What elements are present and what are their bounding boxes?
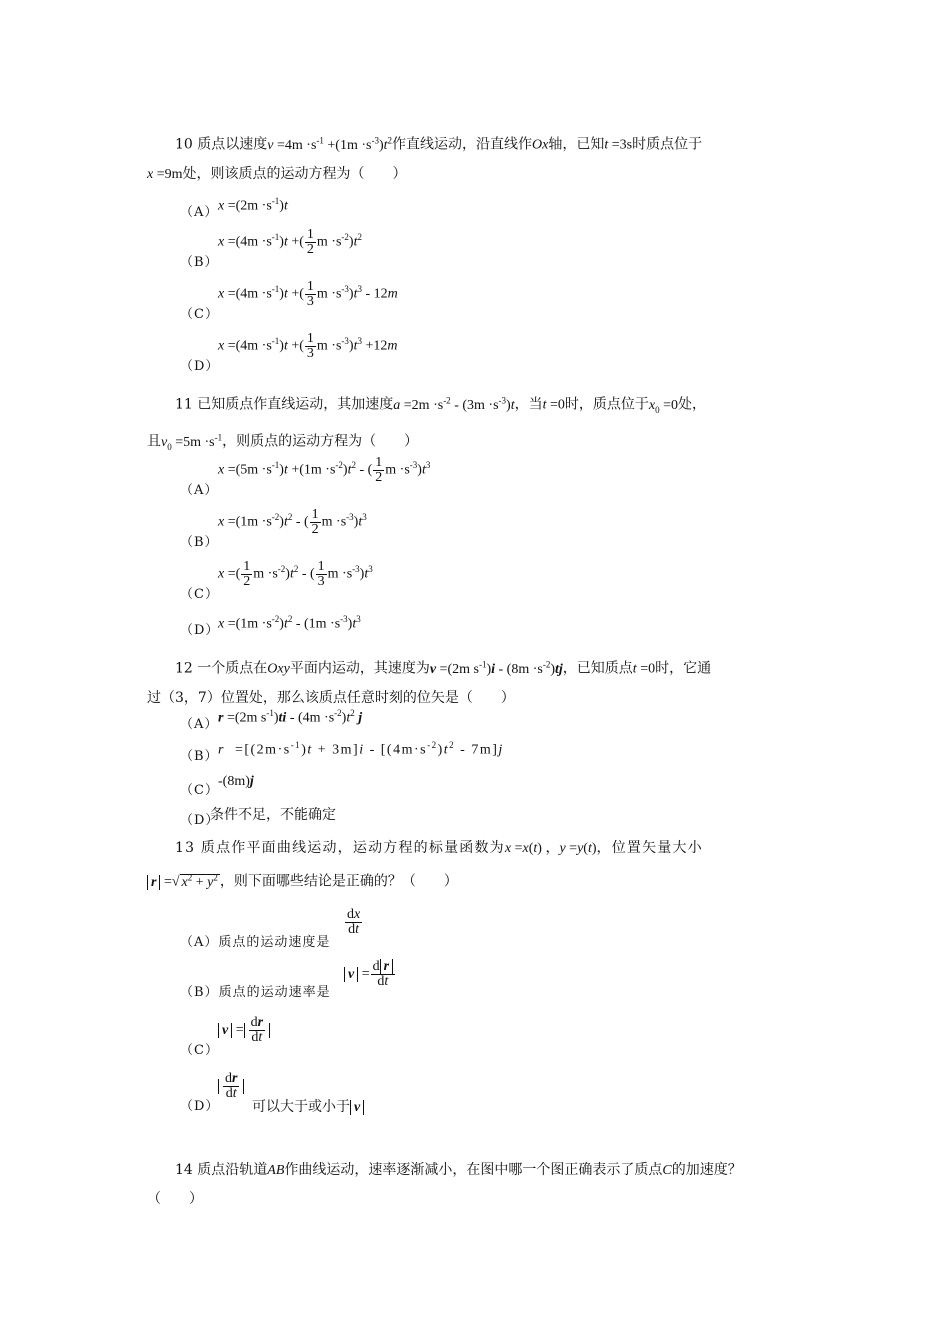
option-equation: $x =(4m \cdot s^{-1})t$ +( $\frac{1}{2}$ $m \cdot s^{-2})t^2$: [218, 227, 362, 257]
position-condition: $x_0 =0$: [648, 397, 678, 415]
question-text: ，位置矢量大小: [596, 840, 703, 856]
position-condition: x =9m: [147, 166, 183, 182]
option-11d[interactable]: [180, 614, 800, 638]
question-12: [147, 650, 807, 712]
option-11b[interactable]: [180, 508, 800, 552]
axis-label: Ox: [532, 137, 549, 153]
question-text: 过（3，7）位置处，那么该质点任意时刻的位矢是（ ）: [147, 689, 515, 706]
option-label: [180, 981, 331, 1000]
question-number: 10: [175, 136, 193, 153]
question-text: 轴，已知: [548, 136, 605, 153]
option-equation: v = $\frac{\text{d r}}{dt}$: [344, 960, 396, 989]
option-letter: （B）: [180, 985, 219, 1000]
question-text: ，当: [514, 396, 543, 413]
question-text: 一个质点在: [197, 660, 268, 677]
option-12d[interactable]: [180, 804, 800, 828]
option-label: （D）: [180, 1099, 220, 1114]
option-label: （B）: [180, 535, 219, 550]
question-text: 处，则该质点的运动方程为（ ）: [182, 165, 407, 182]
velocity-condition: $v_0 =5m \cdot s^{-1}$: [161, 432, 223, 452]
question-text: 处，: [678, 396, 706, 413]
option-12a[interactable]: [180, 708, 800, 732]
option-label: （C）: [180, 1043, 219, 1058]
question-number: 12: [175, 660, 193, 677]
question-text: （ ）: [147, 1191, 203, 1207]
question-11: [147, 386, 807, 461]
option-equation: $x =(2m \cdot s^{-1})t$: [218, 196, 288, 214]
option-10c[interactable]: [180, 280, 800, 324]
question-text: 质点作平面曲线运动，运动方程的标量函数为: [200, 840, 505, 856]
option-label: （D）: [180, 623, 220, 638]
question-text: 平面内运动，其速度为: [289, 660, 430, 677]
option-10b[interactable]: [180, 228, 800, 272]
option-label: （A）: [180, 483, 219, 498]
option-13b[interactable]: [180, 958, 800, 1002]
option-equation: x =( $\frac{1}{2}$ $m \cdot s^{-2})t^2$ - ( $\frac{1}{3}$ $m \cdot s^{-3})t^3$: [218, 559, 373, 589]
option-text: 质点的运动速率是: [218, 985, 331, 1000]
question-text: 作直线运动，沿直线作: [392, 136, 533, 153]
question-text: 时，质点位于: [564, 396, 649, 413]
option-13a[interactable]: [180, 908, 800, 952]
question-text: ，已知质点: [562, 660, 633, 677]
option-label: （A）: [180, 717, 219, 732]
question-text: 质点以速度: [197, 136, 268, 153]
option-equation: $\frac{dr}{dt}$: [218, 1072, 244, 1101]
option-equation: $x =(4m \cdot s^{-1})t$ +( $\frac{1}{3}$ $m \cdot s^{-3})t^3 - 12m$: [218, 279, 398, 309]
question-text: 时质点位于: [632, 136, 703, 153]
question-text: 且: [147, 434, 161, 451]
option-equation: $x =(5m \cdot s^{-1})t +(1m \cdot s^{-2})t^2$ - ( $\frac{1}{2}$ $m \cdot s^{-3})t^3$: [218, 455, 431, 485]
option-label: （C）: [180, 587, 219, 602]
option-text: 质点的运动速度是: [218, 935, 331, 950]
question-10: [147, 126, 807, 189]
velocity-equation: $v =4m \cdot s^{-1} +(1m \cdot s^{-3})t^2$: [267, 135, 393, 153]
option-text-part: 可以大于或小于: [252, 1099, 350, 1115]
question-text: 质点沿轨道: [197, 1162, 268, 1178]
scalar-equation: x =x(t) ，y =y(t): [504, 841, 597, 856]
option-equation: $x =(4m \cdot s^{-1})t$ +( $\frac{1}{3}$ $m \cdot s^{-3})t^3 +12m$: [218, 331, 398, 361]
option-10d[interactable]: [180, 332, 800, 376]
option-equation: $\frac{dx}{dt}$: [347, 907, 361, 937]
plane-label: Oxy: [267, 661, 290, 677]
option-label: （B）: [180, 749, 219, 764]
option-label: （C）: [180, 783, 219, 798]
option-text: [252, 1096, 364, 1116]
option-label: （C）: [180, 307, 219, 322]
question-number: 11: [175, 396, 193, 413]
question-number: 13: [175, 840, 196, 856]
option-equation: v = $\frac{dr}{dt}$: [218, 1016, 270, 1045]
time-condition: t =3s: [604, 137, 633, 153]
question-14: [147, 1156, 807, 1213]
option-12b[interactable]: [180, 740, 800, 764]
option-label: [180, 931, 330, 950]
velocity-vector-equation: v =(2m $s^{-1})i - (8m \cdot s^{-2})tj$: [429, 659, 563, 677]
option-11a[interactable]: [180, 456, 800, 500]
option-13c[interactable]: [180, 1016, 800, 1060]
time-condition: t =0: [542, 397, 565, 413]
question-13: [147, 834, 807, 897]
point-label: C: [662, 1163, 672, 1178]
question-text: ，则下面哪些结论是正确的？（ ）: [219, 873, 458, 890]
question-text: ，则质点的运动方程为（ ）: [222, 434, 419, 451]
question-text: 作曲线运动，速率逐渐减小，在图中哪一个图正确表示了质点: [284, 1162, 663, 1178]
option-label: （A）: [180, 205, 219, 220]
option-10a[interactable]: [180, 196, 800, 220]
option-equation: r =(2m $s^{-1})ti - (4m \cdot s^{-2})t^2$ j: [218, 708, 363, 726]
position-magnitude-equation: r =√ $x^2 + y^2$: [147, 874, 220, 890]
question-text: 已知质点作直线运动，其加速度: [197, 396, 394, 413]
option-label: （B）: [180, 255, 219, 270]
track-label: AB: [267, 1163, 285, 1178]
question-text: 的加速度？: [671, 1162, 742, 1178]
option-label: （D）: [180, 813, 220, 828]
option-equation: $x =(1m \cdot s^{-2})t^2 - (1m \cdot s^{-3})t^3$: [218, 614, 361, 632]
option-equation: $r =[(2m\cdot s^{-1})t + 3m]i - [(4m\cdot s^{-2})t^2 - 7m]j$: [218, 740, 504, 758]
speed-symbol: v: [350, 1100, 364, 1115]
acceleration-equation: $a =2m \cdot s^{-2} - (3m \cdot s^{-3})t$: [393, 395, 515, 413]
option-text: 条件不足，不能确定: [210, 807, 336, 823]
option-11c[interactable]: [180, 560, 800, 604]
option-label: （D）: [180, 359, 220, 374]
option-12c[interactable]: [180, 774, 800, 798]
option-equation: -(8m)j: [218, 774, 254, 789]
option-equation: $x =(1m \cdot s^{-2})t^2$ - ( $\frac{1}{2}$ $m \cdot s^{-3})t^3$: [218, 507, 367, 537]
option-letter: （A）: [180, 935, 219, 950]
question-text: 时，它通: [655, 660, 712, 677]
option-13d[interactable]: [180, 1072, 800, 1116]
time-condition: t =0: [632, 661, 656, 677]
question-number: 14: [175, 1162, 193, 1178]
